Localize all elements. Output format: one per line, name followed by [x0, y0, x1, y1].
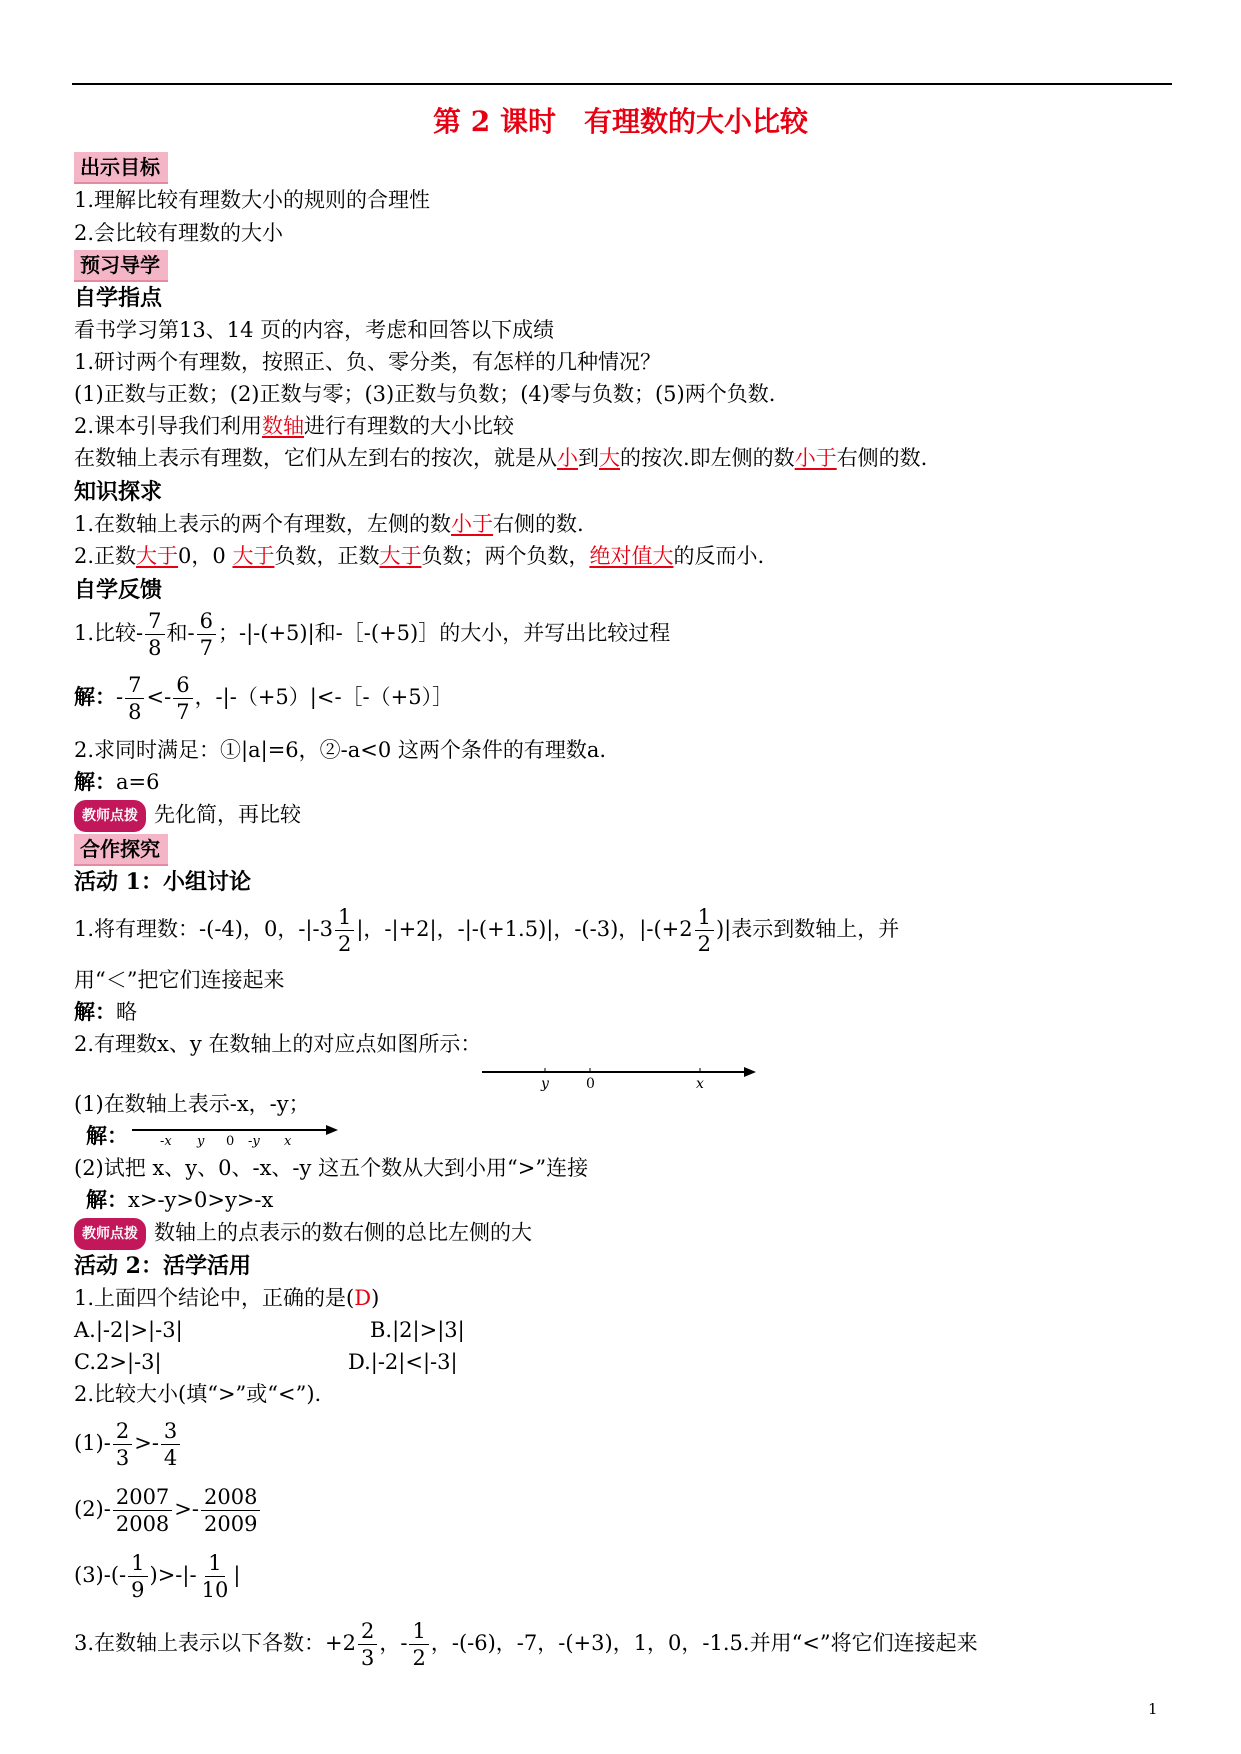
- knowledge-line-2: 2.正数大于0，0 大于负数，正数大于负数；两个负数，绝对值大的反而小.: [74, 544, 765, 568]
- subheading-knowledge: 知识探求: [74, 479, 163, 505]
- axis-arrow: [744, 1067, 756, 1077]
- answer-blank: 大: [599, 446, 620, 470]
- option-b: B.|2|>|3|: [370, 1318, 465, 1342]
- activity1-q2: 2.有理数x、y 在数轴上的对应点如图所示：: [74, 1032, 482, 1056]
- axis-arrow: [326, 1125, 338, 1135]
- fraction: $\frac{7}{8}$: [125, 672, 144, 725]
- fraction: $\frac{1}{2}$: [409, 1618, 428, 1671]
- axis-label: -x: [160, 1134, 172, 1149]
- fraction: $\frac{2008}{2009}$: [201, 1484, 260, 1537]
- subheading-activity-2: 活动 2：活学活用: [74, 1253, 251, 1279]
- answer-blank: 小于: [794, 446, 837, 470]
- fraction: $\frac{1}{2}$: [695, 904, 714, 957]
- axis-label: x: [284, 1134, 292, 1149]
- fraction: $\frac{2}{3}$: [358, 1618, 377, 1671]
- number-line-xy: [480, 1060, 760, 1094]
- axis-label: y: [541, 1076, 549, 1092]
- subheading-activity-1: 活动 1：小组讨论: [74, 869, 251, 895]
- number-line-answer: [130, 1118, 340, 1152]
- axis-label: -y: [248, 1134, 260, 1149]
- page-title: 第 2 课时 有理数的大小比较: [433, 105, 808, 138]
- fraction: $\frac{7}{8}$: [145, 608, 164, 661]
- knowledge-line-1: 1.在数轴上表示的两个有理数，左侧的数小于右侧的数.: [74, 512, 584, 536]
- axis-label: y: [197, 1134, 205, 1149]
- answer-blank: 绝对值大: [589, 544, 674, 568]
- axis-label: 0: [586, 1076, 595, 1092]
- teacher-tip-badge: 教师点拨: [74, 1218, 146, 1250]
- feedback-q2: 2.求同时满足：①|a|=6，②-a<0 这两个条件的有理数a.: [74, 738, 607, 762]
- activity1-solution-3: 解：x>-y>0>y>-x: [86, 1187, 274, 1212]
- self-study-q2: 2.课本引导我们利用数轴进行有理数的大小比较: [74, 414, 515, 438]
- activity2-q1: 1.上面四个结论中，正确的是(D): [74, 1286, 380, 1310]
- section-label-cooperation: 合作探究: [74, 834, 168, 866]
- activity1-q2-part2: (2)试把 x、y、0、-x、-y 这五个数从大到小用“>”连接: [74, 1156, 589, 1180]
- goal-item-1: 1.理解比较有理数大小的规则的合理性: [74, 188, 431, 212]
- self-study-q1: 1.研讨两个有理数，按照正、负、零分类，有怎样的几种情况？: [74, 350, 662, 374]
- section-label-goals: 出示目标: [74, 152, 168, 184]
- answer-choice: D: [354, 1286, 372, 1310]
- fraction: $\frac{2007}{2008}$: [113, 1484, 172, 1537]
- option-d: D.|-2|<|-3|: [348, 1350, 458, 1374]
- compare-item-3: (3)-(- $\frac{1}{9}$ )>-|- $\frac{1}{10}$ |: [74, 1551, 241, 1602]
- subheading-feedback: 自学反馈: [74, 577, 163, 603]
- compare-item-2: (2)- $\frac{2007}{2008}$ >- $\frac{2008}{2009}$: [74, 1484, 262, 1537]
- self-study-q3: 在数轴上表示有理数，它们从左到右的按次，就是从小到大的按次.即左侧的数小于右侧的数.: [74, 446, 928, 470]
- activity2-q2: 2.比较大小(填“>”或“<”).: [74, 1382, 322, 1406]
- subheading-self-study: 自学指点: [74, 285, 163, 311]
- header-rule: [72, 83, 1172, 85]
- page-number: 1: [1148, 1700, 1158, 1718]
- axis-label: 0: [226, 1134, 235, 1149]
- goal-item-2: 2.会比较有理数的大小: [74, 221, 284, 245]
- answer-blank: 大于: [232, 544, 275, 568]
- teacher-tip-1: 教师点拨 先化简，再比较: [74, 800, 301, 832]
- option-c: C.2>|-3|: [74, 1350, 162, 1374]
- compare-item-1: (1)- $\frac{2}{3}$ >- $\frac{3}{4}$: [74, 1418, 182, 1471]
- fraction: $\frac{2}{3}$: [113, 1418, 132, 1471]
- self-study-intro: 看书学习第13、14 页的内容，考虑和回答以下成绩: [74, 318, 555, 342]
- fraction: $\frac{6}{7}$: [173, 672, 192, 725]
- activity1-solution-2-label: 解：: [86, 1123, 128, 1148]
- activity1-solution-1: 解：略: [74, 999, 137, 1024]
- fraction: $\frac{3}{4}$: [161, 1418, 180, 1471]
- feedback-solution-1: 解：- $\frac{7}{8}$ <- $\frac{6}{7}$ ，-|-（+5）|<-［-（+5）］: [74, 673, 454, 724]
- answer-blank: 数轴: [262, 414, 305, 438]
- activity2-q3: 3.在数轴上表示以下各数：+2 $\frac{2}{3}$ ，- $\frac{1}{2}$ ，-(-6)，-7，-(+3)，1，0，-1.5.并用“<”将它们连接起来: [74, 1619, 978, 1670]
- answer-blank: 大于: [136, 544, 179, 568]
- fraction: $\frac{6}{7}$: [197, 608, 216, 661]
- answer-blank: 小: [557, 446, 578, 470]
- option-a: A.|-2|>|-3|: [74, 1318, 183, 1342]
- fraction: $\frac{1}{9}$: [128, 1550, 147, 1603]
- section-label-preview: 预习导学: [74, 250, 168, 282]
- teacher-tip-badge: 教师点拨: [74, 800, 146, 832]
- self-study-q1-answer: (1)正数与正数；(2)正数与零；(3)正数与负数；(4)零与负数；(5)两个负数.: [74, 382, 776, 406]
- answer-blank: 大于: [379, 544, 422, 568]
- feedback-solution-2: 解：a=6: [74, 769, 160, 794]
- teacher-tip-2: 教师点拨 数轴上的点表示的数右侧的总比左侧的大: [74, 1218, 532, 1250]
- fraction: $\frac{1}{10}$: [201, 1551, 229, 1602]
- activity1-q1-cont: 用“＜”把它们连接起来: [74, 968, 285, 992]
- axis-label: x: [696, 1076, 704, 1092]
- activity1-q2-part1: (1)在数轴上表示-x，-y；: [74, 1092, 310, 1116]
- answer-blank: 小于: [451, 512, 494, 536]
- feedback-q1: 1.比较- $\frac{7}{8}$ 和- $\frac{6}{7}$ ；-|-(+5)|和-［-(+5)］的大小，并写出比较过程: [74, 609, 671, 660]
- activity1-q1: 1.将有理数：-(-4)，0，-|-3 $\frac{1}{2}$ |，-|+2|，-|-(+1.5)|，-(-3)，|-(+2 $\frac{1}{2}$ )|表示到数轴上，并: [74, 905, 900, 956]
- fraction: $\frac{1}{2}$: [335, 904, 354, 957]
